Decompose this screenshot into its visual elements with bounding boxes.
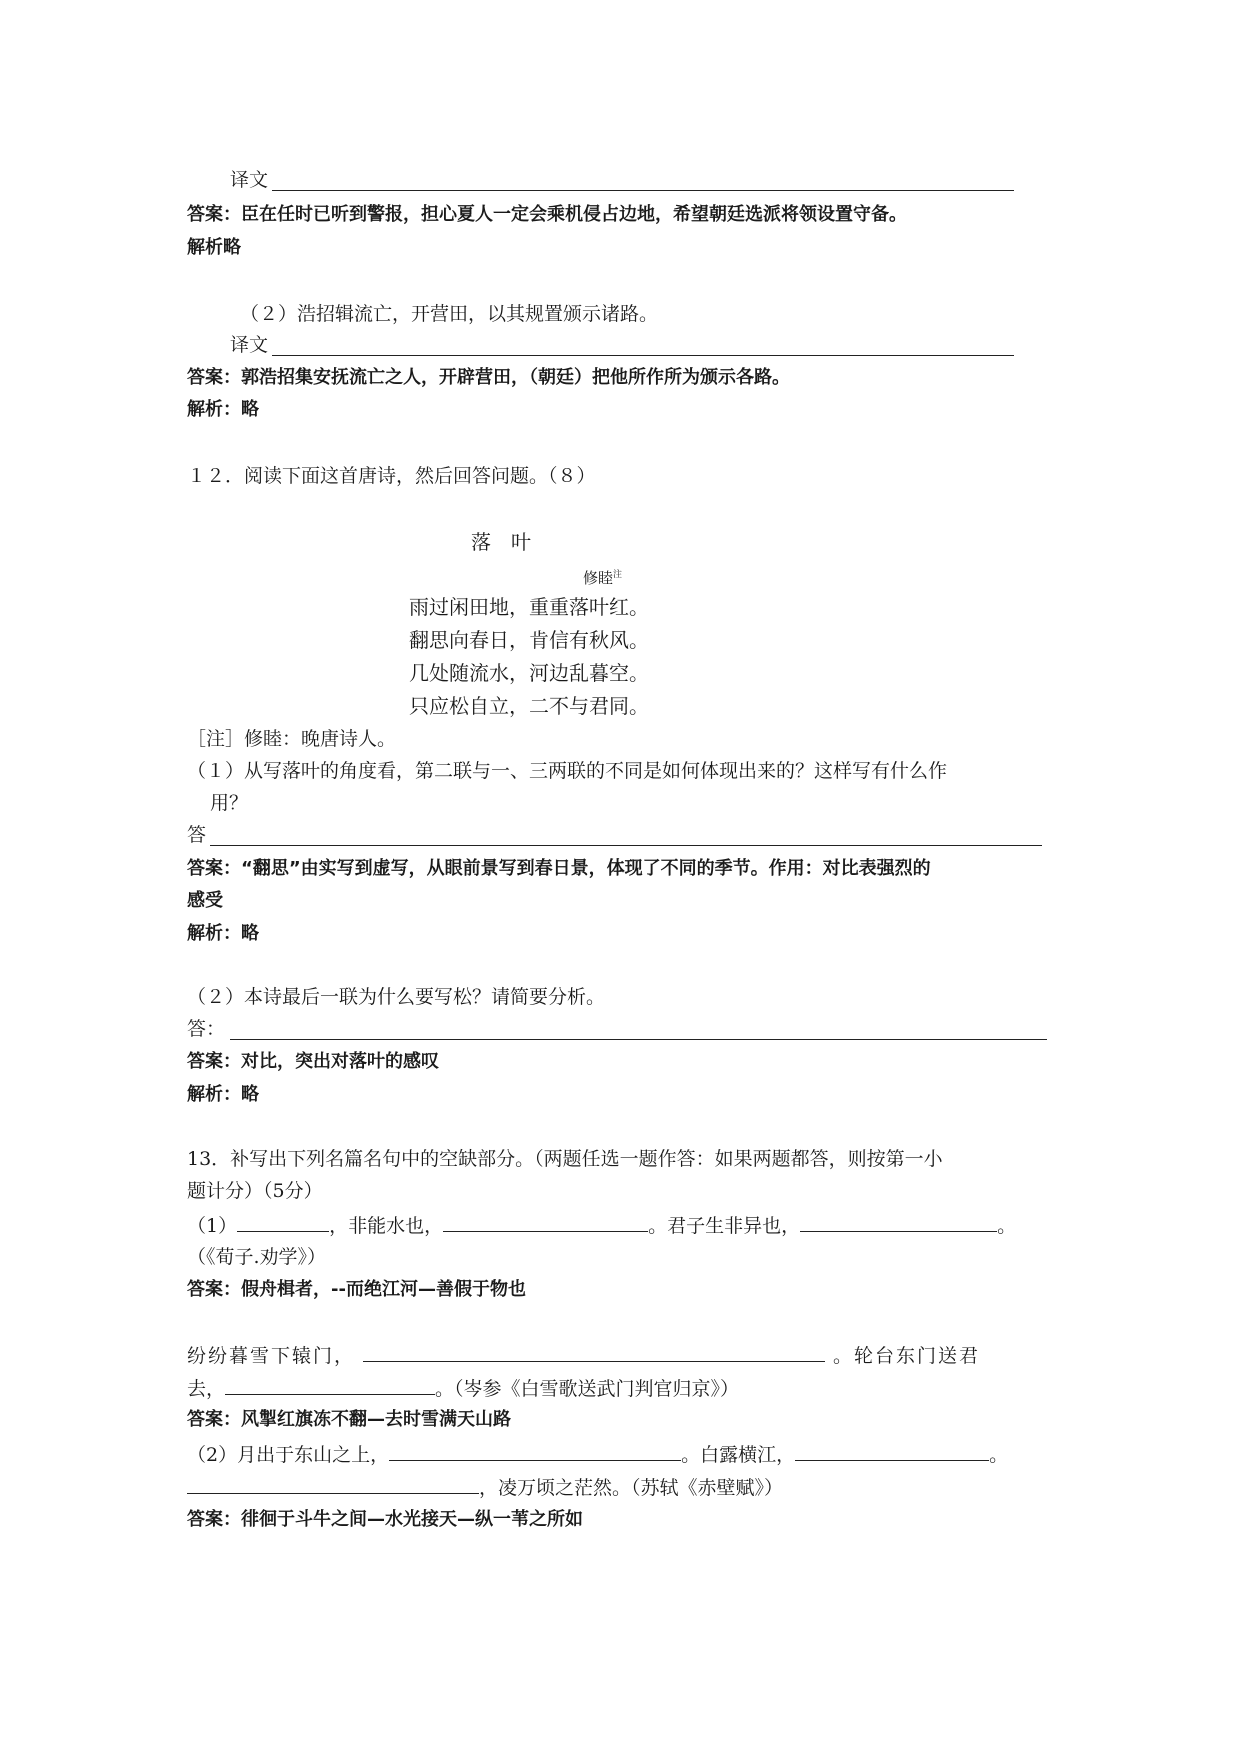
fill-2-mid: 。轮台东门送君 [833, 1345, 981, 1367]
question-12-prompt: １２．阅读下面这首唐诗，然后回答问题。（８） [187, 465, 596, 487]
fill-blank-line-3 [187, 1376, 739, 1401]
answer-12-1-line-1: 答案：“翻思”由实写到虚写，从眼前景写到春日景，体现了不同的季节。作用：对比表强烈的 [187, 858, 931, 879]
poem-title: 落 叶 [471, 530, 531, 554]
analysis-11-2: 解析：略 [187, 399, 259, 420]
question-11-2: （２）浩招辑流亡，开营田，以其规置颁示诸路。 [240, 303, 659, 325]
answer-11-1: 答案：臣在任时已听到警报，担心夏人一定会乘机侵占边地，希望朝廷选派将领设置守备。 [187, 204, 907, 225]
answer-13-2: 答案：风掣红旗冻不翻—去时雪满天山路 [187, 1409, 511, 1430]
fill-4-mid: 。白露横江， [681, 1444, 796, 1466]
answer-13-3: 答案：徘徊于斗牛之间—水光接天—纵一苇之所如 [187, 1509, 583, 1530]
poem-line-1: 雨过闲田地，重重落叶红。 [409, 595, 649, 619]
poem-line-2: 翻思向春日，肯信有秋风。 [409, 628, 649, 652]
poem-note: ［注］修睦：晚唐诗人。 [187, 728, 397, 750]
poem-author: 修睦$^注$ [583, 569, 623, 587]
fill-blank-line-2 [187, 1343, 980, 1368]
answer-12-1-line-2: 感受 [187, 890, 223, 911]
analysis-11-1: 解析略 [187, 237, 241, 258]
translation-label-1: 译文 [230, 169, 269, 191]
fill-1-mid: ，非能水也， [329, 1215, 444, 1237]
answer-line-12-2 [230, 1039, 1047, 1040]
fill-2-prefix: 纷纷暮雪下辕门， [187, 1345, 356, 1367]
blank-4 [363, 1343, 825, 1362]
blank-6 [389, 1442, 681, 1461]
fill-blank-line-1 [187, 1213, 1016, 1238]
poem-line-3: 几处随流水，河边乱暮空。 [409, 661, 649, 685]
translation-answer-line-2 [272, 355, 1014, 356]
question-12-1-line-1: （１）从写落叶的角度看，第二联与一、三两联的不同是如何体现出来的？这样写有什么作 [187, 760, 948, 782]
translation-answer-line-1 [272, 190, 1014, 191]
answer-11-2: 答案：郭浩招集安抚流亡之人，开辟营田，（朝廷）把他所作所为颁示各路。 [187, 367, 790, 388]
fill-3-source: 。（岑参《白雪歌送武门判官归京》） [435, 1378, 740, 1400]
blank-3 [800, 1213, 997, 1232]
source-xunzi: （《荀子.劝学》） [187, 1246, 327, 1268]
fill-1-prefix: （1） [187, 1215, 238, 1237]
question-12-2: （２）本诗最后一联为什么要写松？请简要分析。 [187, 986, 606, 1008]
analysis-12-2: 解析：略 [187, 1084, 259, 1105]
blank-2 [443, 1213, 648, 1232]
blank-5 [225, 1376, 435, 1395]
fill-1-end: 。 [997, 1215, 1017, 1237]
fill-4-end: 。 [989, 1444, 1009, 1466]
question-12-1-line-2: 用？ [210, 792, 249, 814]
question-13-prompt-line-2: 题计分）（5分） [187, 1180, 323, 1202]
answer-label-12-2: 答： [187, 1018, 226, 1040]
fill-blank-line-5 [187, 1475, 783, 1500]
translation-label-2: 译文 [230, 334, 269, 356]
question-13-prompt-line-1: 13．补写出下列名篇名句中的空缺部分。（两题任选一题作答：如果两题都答，则按第一小 [187, 1148, 943, 1170]
fill-3-prefix: 去， [187, 1378, 226, 1400]
note-marker: 注 [613, 570, 623, 580]
fill-blank-line-4 [187, 1442, 1008, 1467]
blank-7 [795, 1442, 989, 1461]
poem-line-4: 只应松自立，二不与君同。 [409, 694, 649, 718]
answer-13-1: 答案：假舟楫者，--而绝江河—善假于物也 [187, 1279, 526, 1300]
answer-line-12-1 [210, 845, 1042, 846]
blank-1 [237, 1213, 329, 1232]
answer-12-2: 答案：对比，突出对落叶的感叹 [187, 1051, 439, 1072]
fill-5-source: ，凌万顷之茫然。（苏轼《赤壁赋》） [479, 1477, 784, 1499]
answer-label-12-1: 答 [187, 824, 207, 846]
fill-1-mid2: 。君子生非异也， [648, 1215, 801, 1237]
analysis-12-1: 解析：略 [187, 923, 259, 944]
fill-4-prefix: （2）月出于东山之上， [187, 1444, 390, 1466]
blank-8 [187, 1475, 479, 1494]
